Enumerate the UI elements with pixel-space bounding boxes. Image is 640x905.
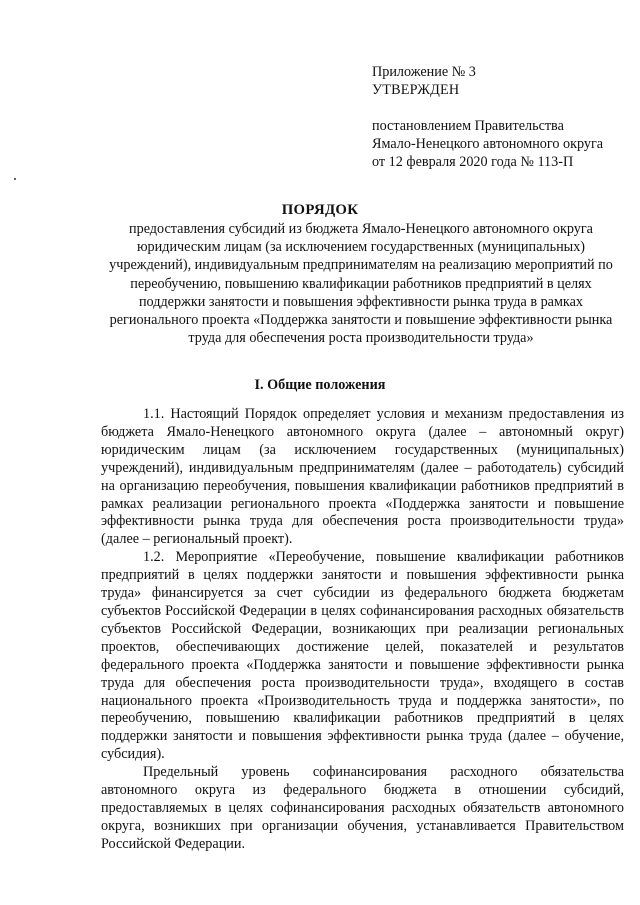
section-heading: I. Общие положения xyxy=(254,377,386,393)
paragraph-1-2: 1.2. Мероприятие «Переобучение, повышение квалификации работников предприятий в целях поддержки занятости и повышения эффективности рынка труда» финансируется за счет субсидии из федерального бюджета бюджетам субъектов Российской Федерации в целях софинансирования расходных обязательств субъектов Российской Федерации, возникающих при реализации региональных проектов, обеспечивающих достижение целей, показателей и результатов федерального проекта «Поддержка занятости и повышение эффективности рынка труда для обеспечения роста производительности труда», входящего в состав национального проекта «Производительность труда и поддержка занятости», по переобучению, повышению квалификации работников предприятий в целях поддержки занятости и повышения эффективности рынка труда (далее – обучение, субсидия). xyxy=(101,549,624,763)
paragraph-cofinancing: Предельный уровень софинансирования расходного обязательства автономного округа из федерального бюджета в отношении субсидий, предоставляемых в целях софинансирования расходных обязательств автономного округа, возникших при организации обучения, устанавливается Правительством Российской Федерации. xyxy=(101,764,624,852)
decree-line-3: от 12 февраля 2020 года № 113-П xyxy=(372,154,574,170)
spacer xyxy=(372,99,622,117)
scan-speck xyxy=(14,178,16,180)
approved-stamp-text: УТВЕРЖДЕН xyxy=(372,82,460,98)
document-subtitle: предоставления субсидий из бюджета Ямало-Ненецкого автономного округа юридическим лицам (за исключением государственных (муниципальных) учреждений), индивидуальным предпринимателям на реализацию мероприятий по переобучению, повышению квалификации работников предприятий в целях поддержки занятости и повышения эффективности рынка труда в рамках регионального проекта «Поддержка занятости и повышение эффективности рынка труда для обеспечения роста производительности труда» xyxy=(109,221,613,347)
approval-block xyxy=(372,63,622,171)
section-body xyxy=(101,406,624,854)
decree-line-1: постановлением Правительства xyxy=(372,118,564,134)
paragraph-1-1: 1.1. Настоящий Порядок определяет условия и механизм предоставления из бюджета Ямало-Ненецкого автономного округа (далее – автономный округ) юридическим лицам (за исключением государственных (муниципальных) учреждений), индивидуальным предпринимателям (далее – работодатель) субсидий на организацию переобучения, повышения квалификации работников предприятий в рамках реализации регионального проекта «Поддержка занятости и повышение эффективности рынка труда для обеспечения роста производительности труда» (далее – региональный проект). xyxy=(101,406,624,548)
appendix-number: Приложение № 3 xyxy=(372,64,476,80)
document-title: ПОРЯДОК xyxy=(281,202,359,218)
decree-line-2: Ямало-Ненецкого автономного округа xyxy=(372,136,604,152)
